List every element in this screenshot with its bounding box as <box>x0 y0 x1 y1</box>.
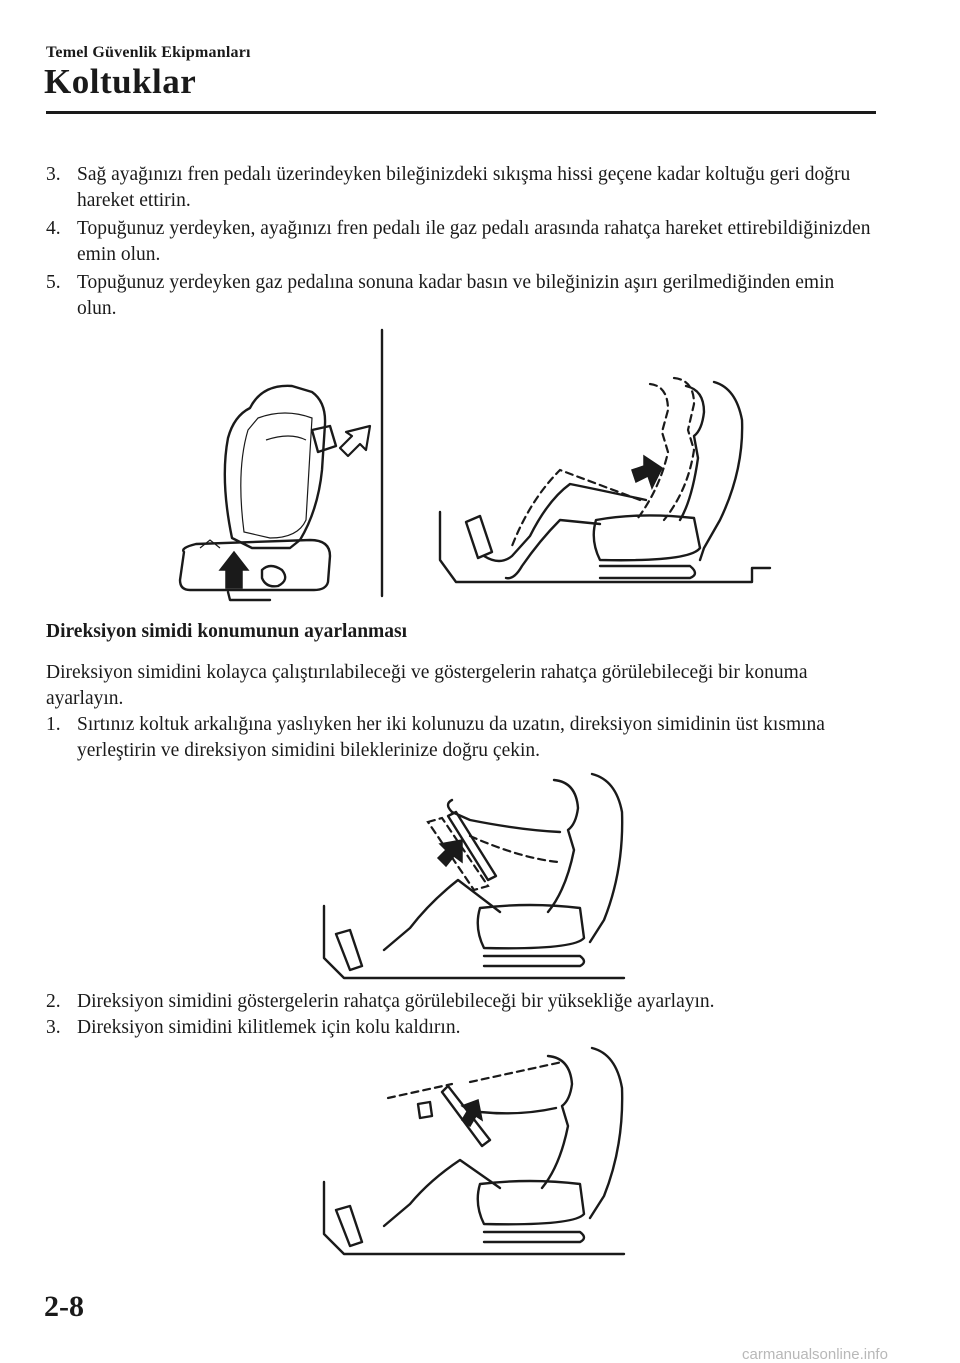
section-heading: Direksiyon simidi konumunun ayarlanması <box>46 621 408 642</box>
page-title: Koltuklar <box>44 62 197 101</box>
list-item-number: 1. <box>46 714 61 735</box>
arrow-icon <box>462 1100 482 1126</box>
list-item-text: Sırtınız koltuk arkalığına yaslıyken her iki kolunuzu da uzatın, direksiyon simidinin üst kısmına yerleştirin ve direksiyon simidini bileklerinize doğru çekin. <box>77 714 825 761</box>
list-item-text: Topuğunuz yerdeyken, ayağınızı fren pedalı ile gaz pedalı arasında rahatça hareket ettirebildiğinizden emin olun. <box>77 218 871 265</box>
list-item-number: 3. <box>46 164 61 185</box>
section-label: Temel Güvenlik Ekipmanları <box>46 44 251 61</box>
list-item-text: Sağ ayağınızı fren pedalı üzerindeyken bileğinizdeki sıkışma hissi geçene kadar koltuğu geri doğru hareket ettirin. <box>77 164 851 211</box>
list-item-number: 5. <box>46 272 61 293</box>
list-item-number: 4. <box>46 218 61 239</box>
intro-paragraph: Direksiyon simidini kolayca çalıştırılabileceği ve göstergelerin rahatça görülebileceği bir konuma ayarlayın. <box>46 662 808 709</box>
list-item-text: Direksiyon simidini kilitlemek için kolu kaldırın. <box>77 1017 461 1038</box>
list-item-number: 2. <box>46 991 61 1012</box>
watermark: carmanualsonline.info <box>742 1346 888 1363</box>
list-item-text: Direksiyon simidini göstergelerin rahatça görülebileceği bir yüksekliğe ayarlayın. <box>77 991 715 1012</box>
list-item-text: Topuğunuz yerdeyken gaz pedalına sonuna kadar basın ve bileğinizin aşırı gerilmediğinden emin olun. <box>77 272 835 319</box>
list-item-number: 3. <box>46 1017 61 1038</box>
page-number: 2-8 <box>44 1290 84 1323</box>
